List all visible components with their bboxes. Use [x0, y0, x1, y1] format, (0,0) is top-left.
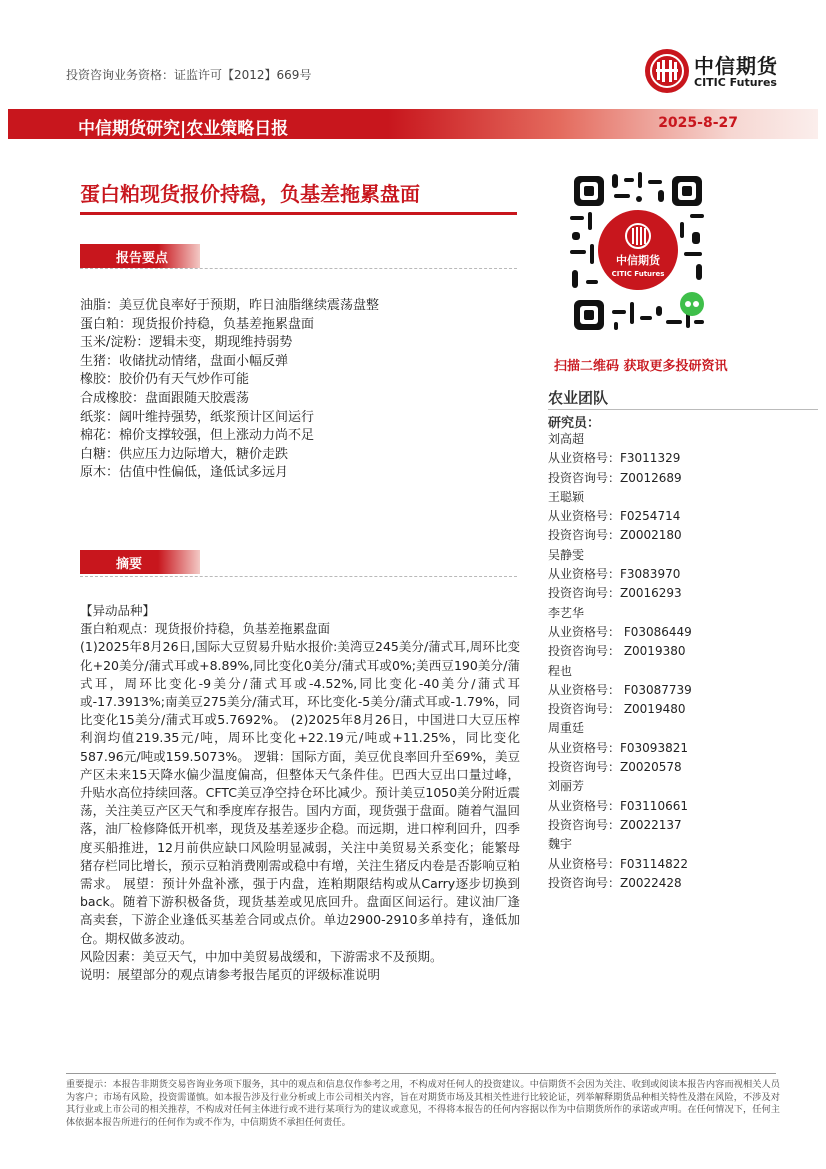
key-point-item: 原木：估值中性偏低，逢低试多远月: [80, 465, 289, 481]
consult-license: 投资咨询号： Z0019380: [548, 644, 686, 659]
consult-license: 投资咨询号：Z0002180: [548, 528, 682, 543]
consult-license: 投资咨询号：Z0022137: [548, 817, 682, 832]
key-point-item: 白糖：供应压力边际增大，糖价走跌: [80, 446, 289, 462]
practice-license: 从业资格号：F3083970: [548, 567, 681, 582]
key-points-heading: 报告要点: [80, 244, 200, 268]
footer-divider: [66, 1073, 776, 1074]
researcher-list: [548, 430, 818, 893]
researcher-name: 吴静雯: [548, 547, 585, 562]
practice-license: 从业资格号：F03114822: [548, 856, 688, 871]
researcher-name: 程也: [548, 663, 573, 678]
citic-futures-logo: [644, 46, 804, 96]
citic-logo-icon: [644, 48, 690, 94]
key-points-list: [80, 297, 520, 483]
section-divider: [80, 576, 517, 577]
disclaimer-text: 重要提示：本报告非期货交易咨询业务项下服务，其中的观点和信息仅作参考之用，不构成对任何人的投资建议。中信期货不会因为关注、收到或阅读本报告内容而视相关人员为客户；市场有风险，投资需谨慎。如本报告涉及行业分析或上市公司相关内容，旨在对期货市场及其相关性进行比较论证，列举解释期货品种相关特性及潜在风险，不涉及对其行业或上市公司的相关推荐，不构成对任何主体进行或不进行某项行为的建议或意见，不得将本报告的任何内容据以作为中信期货所作的承诺或声明。在任何情况下，任何主体依据本报告所进行的任何作为或不作为，中信期货不承担任何责任。: [66, 1079, 780, 1128]
logo-english: CITIC Futures: [694, 76, 777, 89]
summary-risk: 风险因素：美豆天气，中加中美贸易战缓和，下游需求不及预期。: [80, 948, 443, 964]
researcher-name: 刘丽芳: [548, 779, 585, 794]
researcher-name: 魏宇: [548, 837, 573, 852]
summary-viewpoint: 蛋白粕观点：现货报价持稳，负基差拖累盘面: [80, 621, 331, 637]
researcher-name: 李艺华: [548, 605, 585, 620]
consult-license: 投资咨询号： Z0019480: [548, 702, 686, 717]
qr-code[interactable]: [568, 170, 708, 350]
team-title: 农业团队: [548, 389, 609, 407]
researcher-name: 刘高超: [548, 432, 585, 446]
summary-body: [80, 602, 520, 984]
key-point-item: 橡胶：胶价仍有天气炒作可能: [80, 372, 250, 388]
key-point-item: 油脂：美豆优良率好于预期，昨日油脂继续震荡盘整: [80, 298, 380, 313]
key-point-item: 生猪：收储扰动情绪，盘面小幅反弹: [80, 353, 289, 369]
qr-caption: 扫描二维码 获取更多投研资讯: [554, 359, 728, 374]
practice-license: 从业资格号：F3011329: [548, 451, 681, 466]
consult-license: 投资咨询号：Z0022428: [548, 875, 682, 890]
consult-license: 投资咨询号：Z0020578: [548, 760, 682, 775]
practice-license: 从业资格号：F03110661: [548, 798, 688, 813]
summary-heading: 摘要: [80, 550, 200, 574]
researcher-name: 王聪颖: [548, 489, 585, 504]
qr-code-icon: [568, 170, 708, 350]
consult-license: 投资咨询号：Z0012689: [548, 470, 682, 485]
consult-license: 投资咨询号：Z0016293: [548, 586, 682, 601]
banner-title: 中信期货研究|农业策略日报: [78, 119, 289, 139]
summary-paragraph: (1)2025年8月26日,国际大豆贸易升贴水报价:美湾豆245美分/蒲式耳,周环比变化+20美分/蒲式耳或+8.89%,同比变化0美分/蒲式耳或0%;美西豆190美分/蒲式耳，周环比变化-9美分/蒲式耳或-4.52%,同比变化-40美分/蒲式耳或-17.3913%;南美豆275美分/蒲式耳，环比变化-5美分/蒲式耳或-1.79%，同比变化15美分/蒲式耳或5.7692%。 (2)2025年8月26日，中国进口大豆压榨利润均值219.35元/吨，周环比变化+22.19元/吨或+11.25%，同比变化587.96元/吨或159.5073%。 逻辑：国际方面，美豆优良率回升至69%，美豆产区未来15天降水偏少温度偏高，但整体天气条件佳。巴西大豆出口量过峰，升贴水高位持续回落。CFTC美豆净空持仓环比减少。预计美豆1050美分附近震荡，关注美豆产区天气和季度库存报告。国内方面，现货强于盘面。随着气温回落，油厂检修降低开机率，现货及基差逐步企稳。而远期，进口榨利回升，四季度买船推进，12月前供应缺口风险明显减弱，关注中美贸易关系变化；能繁母猪存栏同比增长，预示豆粕消费刚需或稳中有增，关注生猪反内卷是否影响豆粕需求。 展望：预计外盘补涨，强于内盘，连粕期限结构或从Carry逐步切换到back。随着下游积极备货，现货基差或见底回升。盘面区间运行。建议油厂逢高卖套，下游企业逢低买基差合同或点价。单边2900-2910多单持有，逢低加仓。期权做多波动。: [80, 639, 520, 946]
svg-text:CITIC Futures: CITIC Futures: [611, 270, 665, 278]
summary-tag: 【异动品种】: [80, 603, 156, 618]
license-text: 投资咨询业务资格：证监许可【2012】669号: [66, 68, 312, 82]
practice-license: 从业资格号： F03087739: [548, 682, 692, 697]
section-divider: [80, 268, 517, 269]
key-point-item: 蛋白粕：现货报价持稳，负基差拖累盘面: [80, 316, 315, 332]
key-point-item: 棉花：棉价支撑较强，但上涨动力尚不足: [80, 428, 315, 444]
practice-license: 从业资格号：F0254714: [548, 509, 681, 524]
researcher-label: 研究员：: [548, 416, 601, 431]
key-point-item: 玉米/淀粉：逻辑未变，期现维持弱势: [80, 335, 293, 351]
key-point-item: 纸浆：阔叶维持强势，纸浆预计区间运行: [80, 409, 315, 425]
logo-chinese: 中信期货: [694, 54, 778, 78]
researcher-name: 周重廷: [548, 721, 585, 736]
team-divider: [548, 409, 818, 410]
svg-text:中信期货: 中信期货: [616, 254, 660, 267]
report-title: 蛋白粕现货报价持稳，负基差拖累盘面: [80, 182, 420, 206]
practice-license: 从业资格号：F03093821: [548, 740, 688, 755]
report-banner: [8, 109, 818, 139]
title-divider: [80, 212, 517, 215]
summary-note: 说明：展望部分的观点请参考报告尾页的评级标准说明: [80, 967, 381, 983]
report-date: 2025-8-27: [658, 115, 738, 131]
practice-license: 从业资格号： F03086449: [548, 624, 692, 639]
key-point-item: 合成橡胶：盘面跟随天胶震荡: [80, 390, 250, 406]
